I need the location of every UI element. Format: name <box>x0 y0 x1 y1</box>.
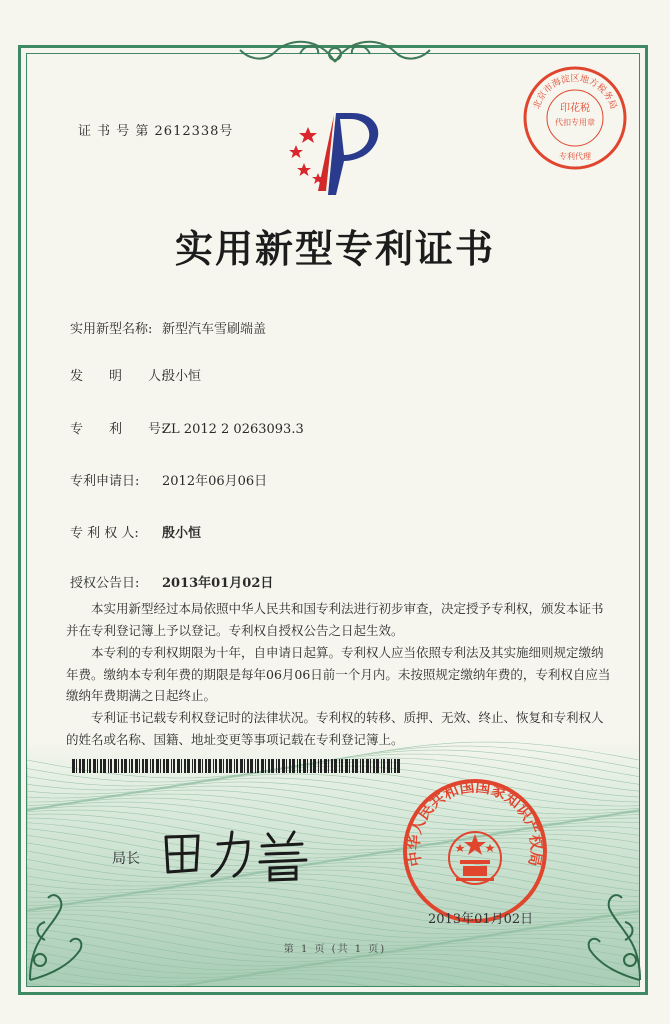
certificate-title: 实用新型专利证书 <box>174 226 495 271</box>
barcode <box>72 759 402 773</box>
field-label: 发 明 人: <box>70 369 166 384</box>
svg-text:北京市海淀区地方税务局: 北京市海淀区地方税务局 <box>532 74 618 111</box>
paragraph-legal-status: 专利证书记载专利权登记时的法律状况。专利权的转移、质押、无效、终止、恢复和专利权人的姓名或名称、国籍、地址变更等事项记载在专利登记簿上。 <box>66 710 604 747</box>
svg-text:代扣专用章: 代扣专用章 <box>555 118 595 127</box>
patent-office-logo-icon <box>278 105 393 197</box>
field-value: 殷小恒 <box>162 526 202 541</box>
svg-text:专利代理: 专利代理 <box>559 152 591 161</box>
certificate-number: 证 书 号 第 2612338号 <box>78 124 234 139</box>
page-number: 第 1 页 (共 1 页) <box>283 944 387 955</box>
director-label: 局长 <box>112 851 140 867</box>
paragraph-grant-statement: 本实用新型经过本局依照中华人民共和国专利法进行初步审查，决定授予专利权，颁发本证书并在专利登记簿上予以登记。专利权自授权公告之日起生效。 <box>66 601 604 638</box>
field-label: 实用新型名称: <box>70 322 153 337</box>
field-grant-date <box>70 572 273 591</box>
field-patent-number <box>70 418 304 437</box>
field-label: 专 利 号: <box>70 422 166 437</box>
field-patentee <box>70 522 201 541</box>
field-label: 专 利 权 人: <box>70 526 139 541</box>
field-label: 授权公告日: <box>70 576 140 591</box>
svg-text:印花税: 印花税 <box>560 103 590 114</box>
tax-seal-stamp <box>520 63 630 173</box>
field-value: ZL 2012 2 0263093.3 <box>162 422 304 437</box>
top-ornament <box>230 32 440 72</box>
field-inventor <box>70 365 201 384</box>
field-value: 2012年06月06日 <box>162 474 268 489</box>
field-application-date <box>70 470 267 489</box>
seal-text: 中华人民共和国国家知识产权局 <box>404 777 546 868</box>
field-value: 2013年01月02日 <box>162 576 274 591</box>
field-value: 殷小恒 <box>162 369 202 384</box>
field-value: 新型汽车雪刷端盖 <box>162 322 267 337</box>
issue-date: 2013年01月02日 <box>428 912 534 927</box>
field-utility-model-name <box>70 318 266 337</box>
field-label: 专利申请日: <box>70 474 140 489</box>
official-seal-stamp <box>400 776 550 926</box>
svg-text:中华人民共和国国家知识产权局 <box>405 778 546 868</box>
bottom-left-ornament <box>20 880 90 990</box>
bottom-right-ornament <box>580 880 650 990</box>
director-signature <box>156 822 316 882</box>
paragraph-term-statement: 本专利的专利权期限为十年，自申请日起算。专利权人应当依照专利法及其实施细则规定缴纳年费。缴纳本专利年费的期限是每年06月06日前一个月内。未按照规定缴纳年费的，专利权自应当缴纳年费期满之日起终止。 <box>66 645 611 703</box>
